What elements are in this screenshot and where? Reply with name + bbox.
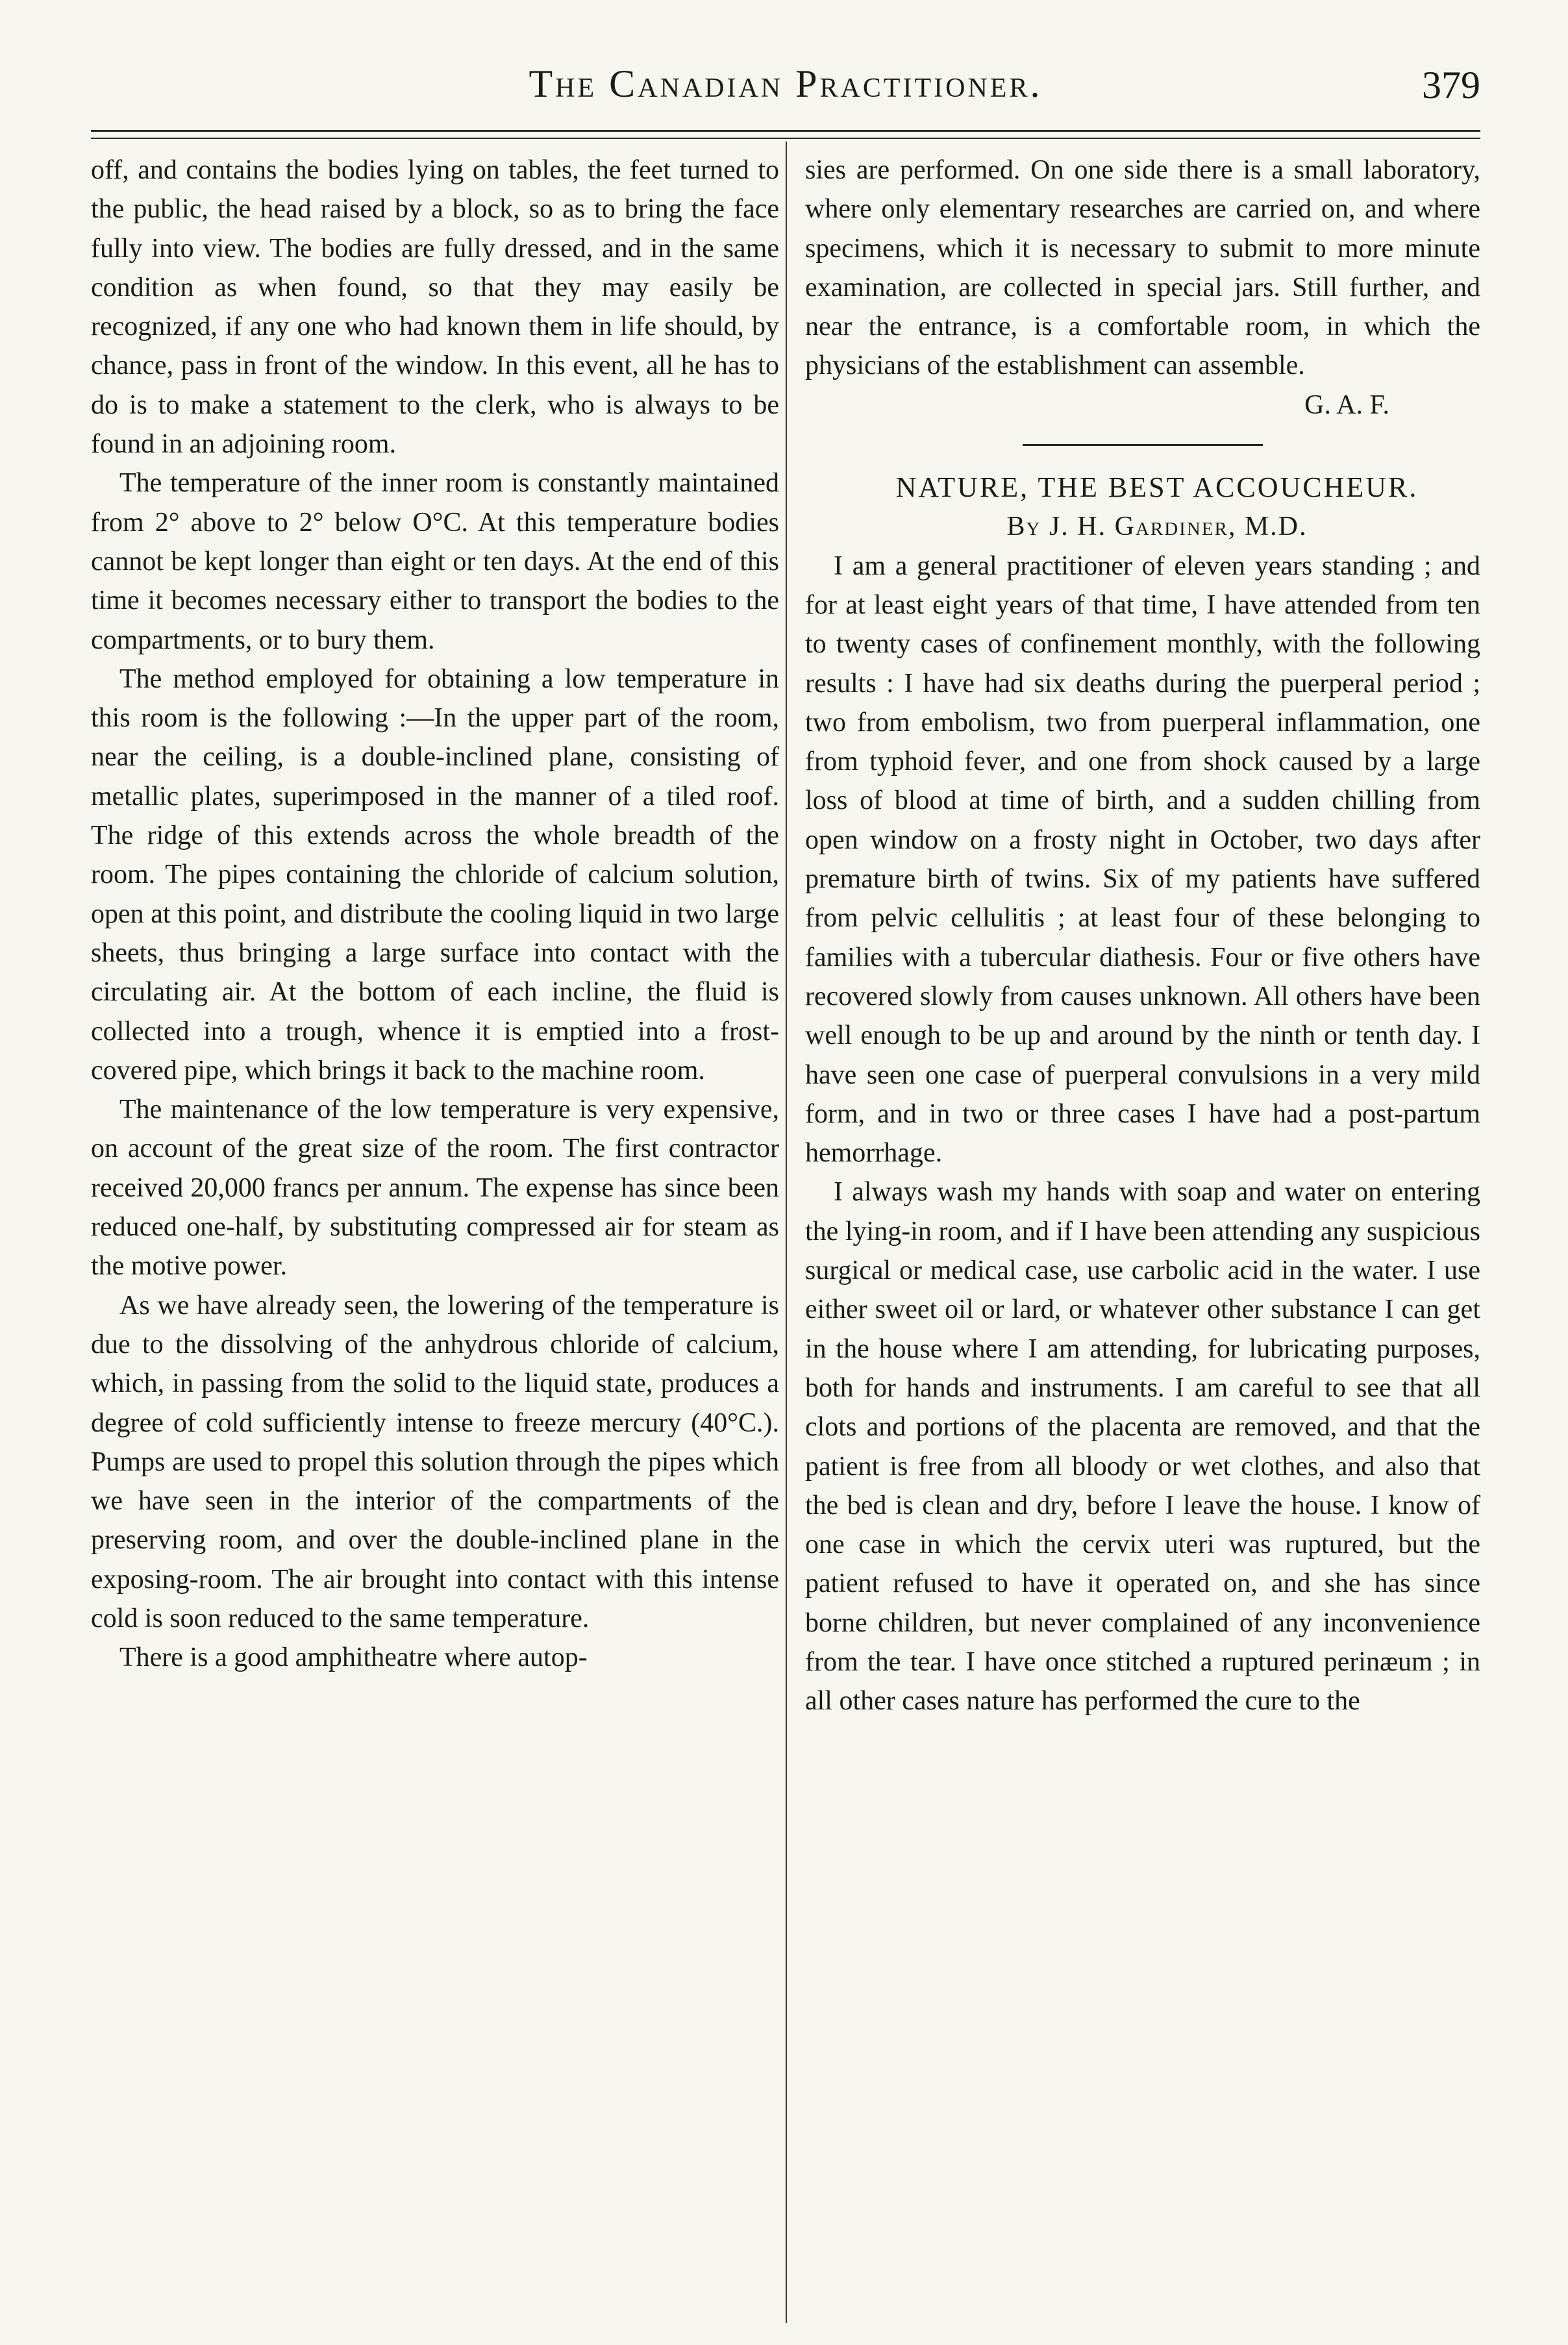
left-column	[91, 151, 779, 1678]
article-byline: By J. H. Gardiner, M.D.	[1006, 512, 1308, 542]
column-divider	[786, 142, 787, 2323]
header-rule-thin	[91, 138, 1480, 139]
paragraph: sies are performed. On one side there is a small laboratory, where only elementary researches are carried on, and where specimens, which it is necessary to submit to more minute examination, are collected in special jars. Still further, and near the entrance, is a comfortable room, in which the physicians of the establishment can assemble.	[805, 155, 1480, 381]
paragraph: There is a good amphitheatre where autop-	[119, 1643, 588, 1673]
article-title: NATURE, THE BEST ACCOUCHEUR.	[895, 471, 1419, 504]
page-header	[91, 62, 1480, 120]
paragraph: The maintenance of the low temperature is very expensive, on account of the great size of the room. The first contractor received 20,000 francs per annum. The expense has since been reduced one-half, by substituting compressed air for steam as the motive power.	[91, 1095, 779, 1282]
paragraph: I am a general practitioner of eleven years standing ; and for at least eight years of that time, I have attended from ten to twenty cases of confinement monthly, with the following results : I have had six deaths during the puerperal period ; two from embolism, two from puerperal inflammation, one from typhoid fever, and one from shock caused by a large loss of blood at time of birth, and a sudden chilling from open window on a frosty night in October, two days after premature birth of twins. Six of my patients have suffered from pelvic cellulitis ; at least four of these belonging to families with a tubercular diathesis. Four or five others have recovered slowly from causes unknown. All others have been well enough to be up and around by the ninth or tenth day. I have seen one case of puerperal convulsions in a very mild form, and in two or three cases I have had a post-partum hemorrhage.	[805, 551, 1480, 1169]
header-rule	[91, 130, 1480, 132]
paragraph: As we have already seen, the lowering of the temperature is due to the dissolving of the anhydrous chloride of calcium, which, in passing from the solid to the liquid state, produces a degree of cold sufficiently intense to freeze mercury (40°C.). Pumps are used to propel this solution through the pipes which we have seen in the interior of the compartments of the preserving room, and over the double-inclined plane in the exposing-room. The air brought into contact with this intense cold is soon reduced to the same temperature.	[91, 1290, 779, 1633]
paragraph: The temperature of the inner room is constantly maintained from 2° above to 2° below O°C. At this temperature bodies cannot be kept longer than eight or ten days. At the end of this time it becomes necessary either to transport the bodies to the compartments, or to bury them.	[91, 468, 779, 655]
right-column	[805, 151, 1480, 1721]
author-initials: G. A. F.	[1304, 390, 1389, 420]
page-number: 379	[1422, 64, 1480, 106]
section-divider	[1023, 444, 1263, 446]
paragraph: off, and contains the bodies lying on tables, the feet turned to the public, the head raised by a block, so as to bring the face fully into view. The bodies are fully dressed, and in the same condition as when found, so that they may easily be recognized, if any one who had known them in life should, by chance, pass in front of the window. In this event, all he has to do is to make a statement to the clerk, who is always to be found in an adjoining room.	[91, 155, 779, 460]
paragraph: I always wash my hands with soap and water on entering the lying-in room, and if I have been attending any suspicious surgical or medical case, use carbolic acid in the water. I use either sweet oil or lard, or whatever other substance I can get in the house where I am attending, for lubricating purposes, both for hands and instruments. I am careful to see that all clots and portions of the placenta are removed, and that the patient is free from all bloody or wet clothes, and also that the bed is clean and dry, before I leave the house. I know of one case in which the cervix uteri was ruptured, but the patient refused to have it operated on, and she has since borne children, but never complained of any inconvenience from the tear. I have once stitched a ruptured perinæum ; in all other cases nature has performed the cure to the	[805, 1177, 1480, 1717]
running-title: The Canadian Practitioner.	[529, 62, 1043, 105]
paragraph: The method employed for obtaining a low temperature in this room is the following :—In the upper part of the room, near the ceiling, is a double-inclined plane, consisting of metallic plates, superimposed in the manner of a tiled roof. The ridge of this extends across the whole breadth of the room. The pipes containing the chloride of calcium solution, open at this point, and distribute the cooling liquid in two large sheets, thus bringing a large surface into contact with the circulating air. At the bottom of each incline, the fluid is collected into a trough, whence it is emptied into a frost-covered pipe, which brings it back to the machine room.	[91, 664, 779, 1086]
